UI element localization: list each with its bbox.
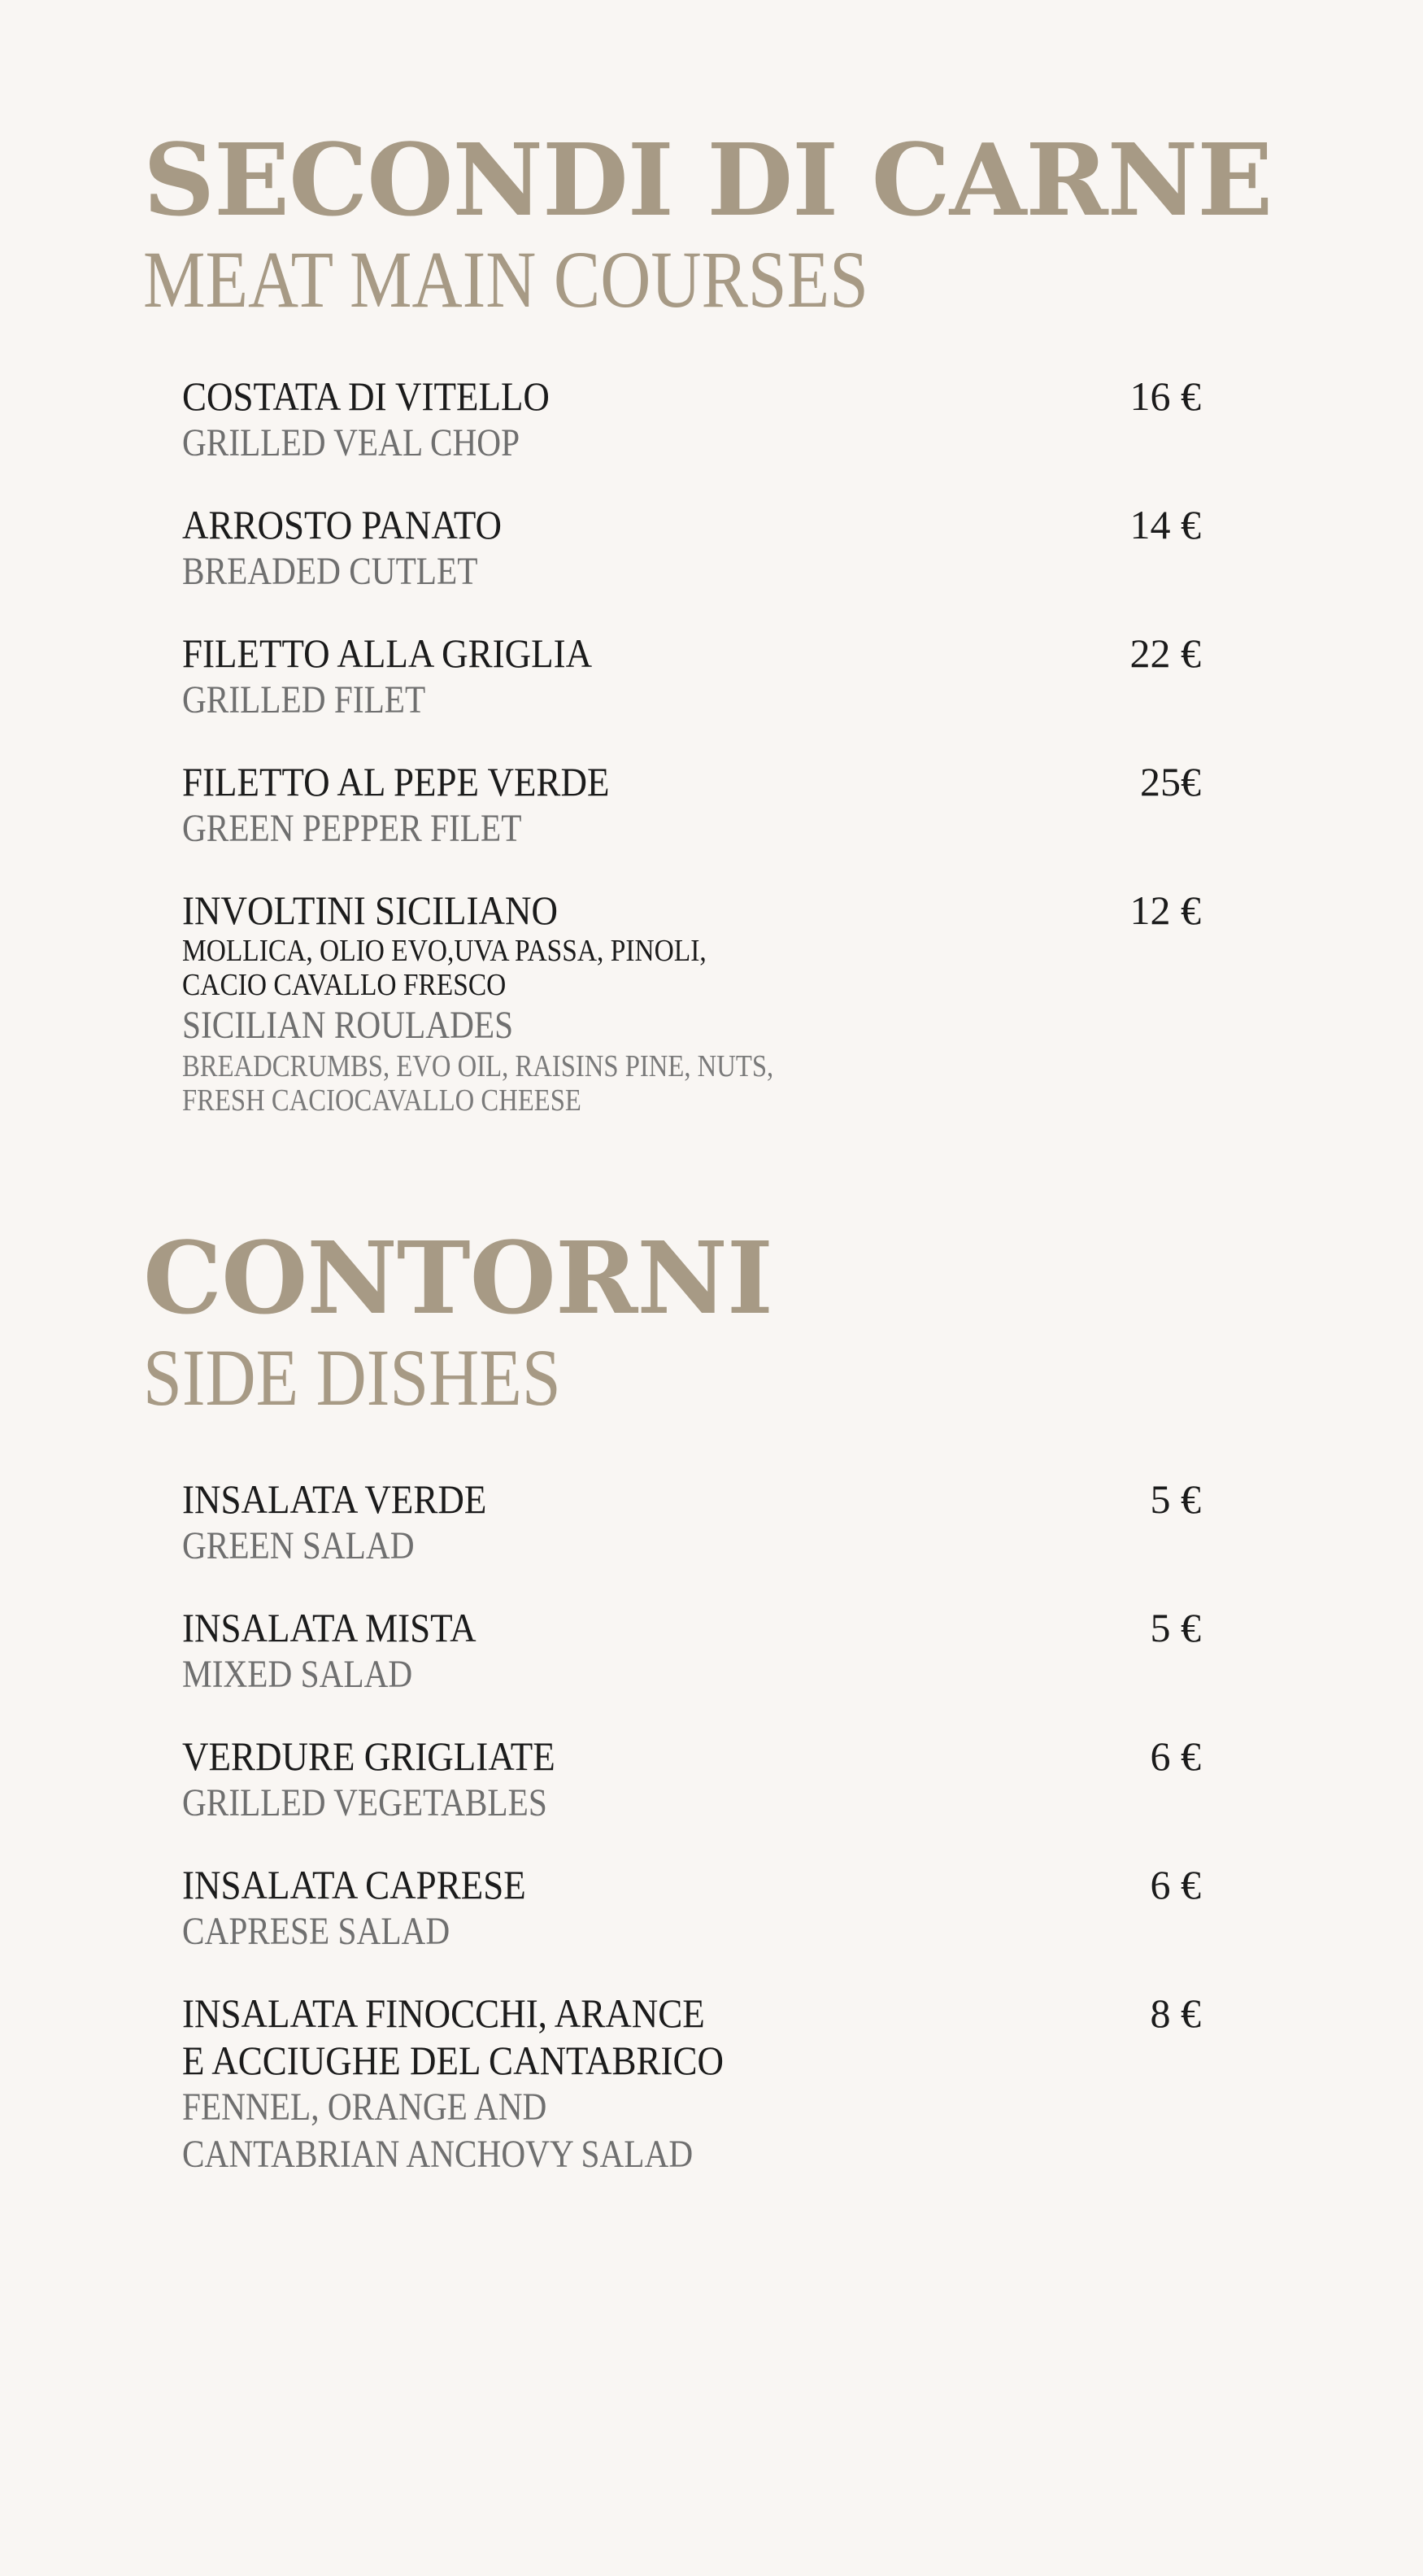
item-translation-ingredients: BREADCRUMBS, EVO OIL, RAISINS PINE, NUTS, FRESH CACIOCAVALLO CHEESE [182,1049,774,1118]
item-name: FILETTO AL PEPE VERDE [182,759,610,804]
menu-item [182,1604,1201,1698]
section-subtitle: MEAT MAIN COURSES [143,234,869,325]
item-translation: GREEN SALAD [182,1524,415,1567]
menu-item-list [182,1475,1201,2178]
menu-item [182,758,1201,852]
section-title: CONTORNI [143,1219,772,1336]
menu-section-secondi [143,121,1273,1118]
menu-item [182,1475,1201,1570]
item-name: VERDURE GRIGLIATE [182,1733,555,1779]
item-name: ARROSTO PANATO [182,502,503,547]
menu-item [182,1861,1201,1955]
item-translation: GRILLED FILET [182,678,426,721]
item-price: 5 € [1150,1476,1201,1522]
item-ingredients: MOLLICA, OLIO EVO,UVA PASSA, PINOLI, CACIO CAVALLO FRESCO [182,934,707,1002]
menu-item [182,887,1201,1118]
item-name: INSALATA FINOCCHI, ARANCE E ACCIUGHE DEL CANTABRICO [182,1990,724,2083]
item-name: INSALATA VERDE [182,1476,487,1522]
menu-item [182,1990,1201,2178]
item-price: 6 € [1150,1862,1201,1907]
item-translation: FENNEL, ORANGE AND CANTABRIAN ANCHOVY SALAD [182,2086,694,2176]
item-name: INSALATA MISTA [182,1605,477,1650]
item-price: 5 € [1150,1605,1201,1650]
item-translation: BREADED CUTLET [182,550,478,593]
item-name: INSALATA CAPRESE [182,1862,526,1907]
menu-item [182,1733,1201,1827]
item-price: 14 € [1129,502,1201,547]
item-name: INVOLTINI SICILIANO [182,887,559,933]
item-price: 25€ [1140,759,1201,804]
item-price: 12 € [1129,887,1201,933]
section-subtitle: SIDE DISHES [143,1332,561,1423]
item-translation: GRILLED VEAL CHOP [182,421,520,464]
item-translation: MIXED SALAD [182,1653,413,1696]
item-name: FILETTO ALLA GRIGLIA [182,630,593,676]
menu-item-list [182,373,1201,1118]
item-price: 8 € [1150,1990,1201,2036]
menu-item [182,630,1201,724]
section-title: SECONDI DI CARNE [143,121,1273,238]
menu-section-contorni [143,1219,1201,2178]
item-name: COSTATA DI VITELLO [182,373,550,419]
item-translation: GRILLED VEGETABLES [182,1781,547,1824]
menu-item [182,373,1201,467]
menu-item [182,501,1201,595]
item-price: 6 € [1150,1733,1201,1779]
item-price: 22 € [1129,630,1201,676]
item-price: 16 € [1129,373,1201,419]
item-translation: GREEN PEPPER FILET [182,807,522,850]
item-translation: SICILIAN ROULADES [182,1004,514,1047]
item-translation: CAPRESE SALAD [182,1910,450,1953]
